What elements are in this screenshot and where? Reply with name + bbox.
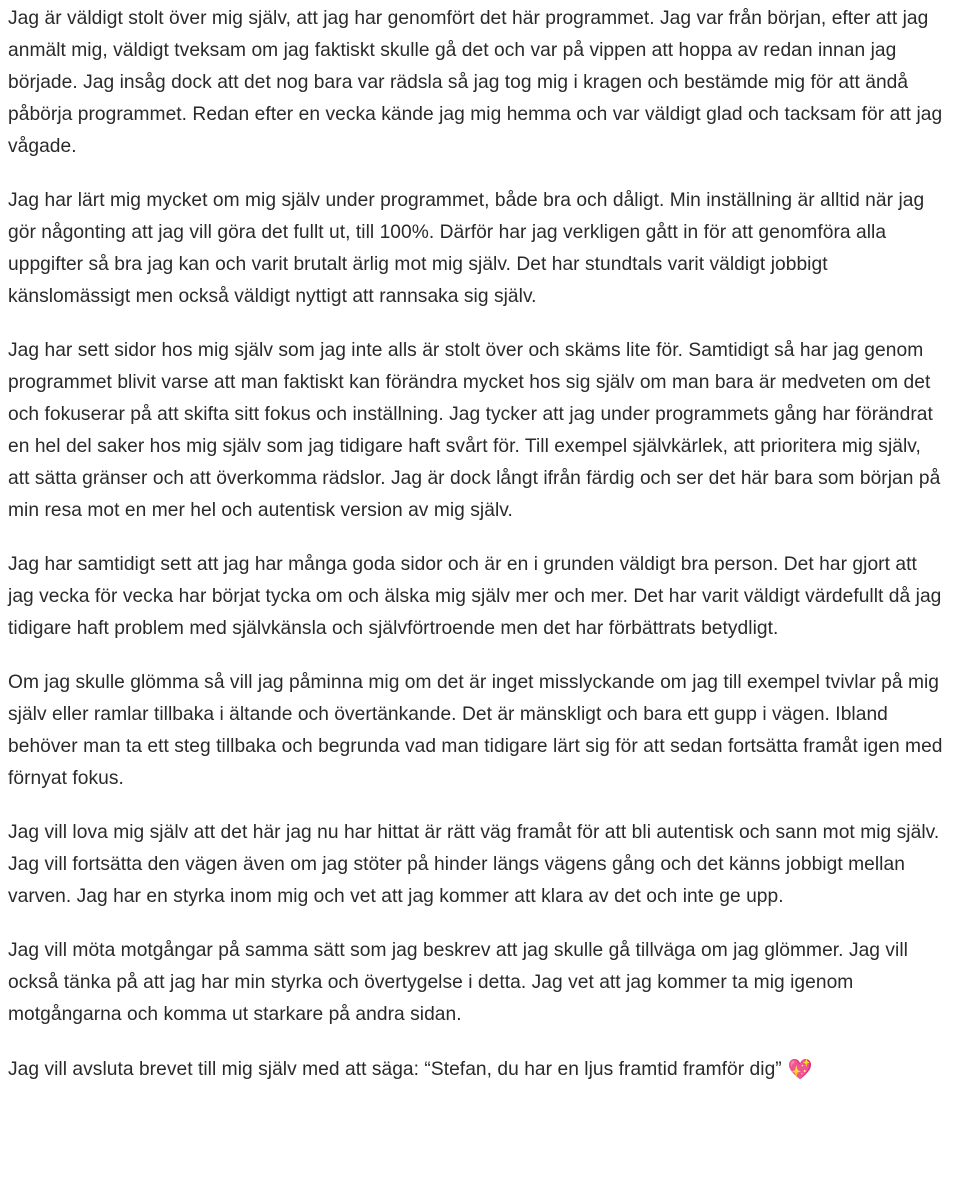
- paragraph: Jag har lärt mig mycket om mig själv under programmet, både bra och dåligt. Min inställning är alltid när jag gör någonting att jag vill göra det fullt ut, till 100%. Därför har jag verkligen gått in för att genomföra alla uppgifter så bra jag kan och varit brutalt ärlig mot mig själv. Det har stundtals varit väldigt jobbigt känslomässigt men också väldigt nyttigt att rannsaka sig själv.: [8, 190, 925, 307]
- paragraph: Jag vill möta motgångar på samma sätt som jag beskrev att jag skulle gå tillväga om jag glömmer. Jag vill också tänka på att jag har min styrka och övertygelse i detta. Jag vet att jag kommer ta mig igenom motgångarna och komma ut starkare på andra sidan.: [8, 940, 908, 1025]
- paragraph: Jag vill lova mig själv att det här jag nu har hittat är rätt väg framåt för att bli autentisk och sann mot mig själv. Jag vill fortsätta den vägen även om jag stöter på hinder längs vägens gång och det känns jobbigt mellan varven. Jag har en styrka inom mig och vet att jag kommer att klara av det och inte ge upp.: [8, 822, 940, 907]
- paragraph: Jag har samtidigt sett att jag har många goda sidor och är en i grunden väldigt bra person. Det har gjort att jag vecka för vecka har börjat tycka om och älska mig själv mer och mer. Det har varit väldigt värdefullt då jag tidigare haft problem med självkänsla och självförtroende men det har förbättrats betydligt.: [8, 554, 942, 639]
- paragraph: Jag har sett sidor hos mig själv som jag inte alls är stolt över och skäms lite för. Samtidigt så har jag genom programmet blivit varse att man faktiskt kan förändra mycket hos sig själv om man bara är medveten om det och fokuserar på att skifta sitt fokus och inställning. Jag tycker att jag under programmets gång har förändrat en hel del saker hos mig själv som jag tidigare haft svårt för. Till exempel självkärlek, att prioritera mig själv, att sätta gränser och att överkomma rädslor. Jag är dock långt ifrån färdig och ser det här bara som början på min resa mot en mer hel och autentisk version av mig själv.: [8, 340, 941, 521]
- closing-text: Jag vill avsluta brevet till mig själv med att säga: “Stefan, du har en ljus framtid framför dig”: [8, 1059, 782, 1080]
- closing-paragraph: [8, 1053, 946, 1086]
- paragraph: Jag är väldigt stolt över mig själv, att jag har genomfört det här programmet. Jag var från början, efter att jag anmält mig, väldigt tveksam om jag faktiskt skulle gå det och var på vippen att hoppa av redan innan jag började. Jag insåg dock att det nog bara var rädsla så jag tog mig i kragen och bestämde mig för att ändå påbörja programmet. Redan efter en vecka kände jag mig hemma och var väldigt glad och tacksam för att jag vågade.: [8, 8, 943, 157]
- paragraph: Om jag skulle glömma så vill jag påminna mig om det är inget misslyckande om jag till exempel tvivlar på mig själv eller ramlar tillbaka i ältande och övertänkande. Det är mänskligt och bara ett gupp i vägen. Ibland behöver man ta ett steg tillbaka och begrunda vad man tidigare lärt sig för att sedan fortsätta framåt igen med förnyat fokus.: [8, 672, 943, 789]
- sparkling-heart-icon: 💖: [787, 1057, 813, 1081]
